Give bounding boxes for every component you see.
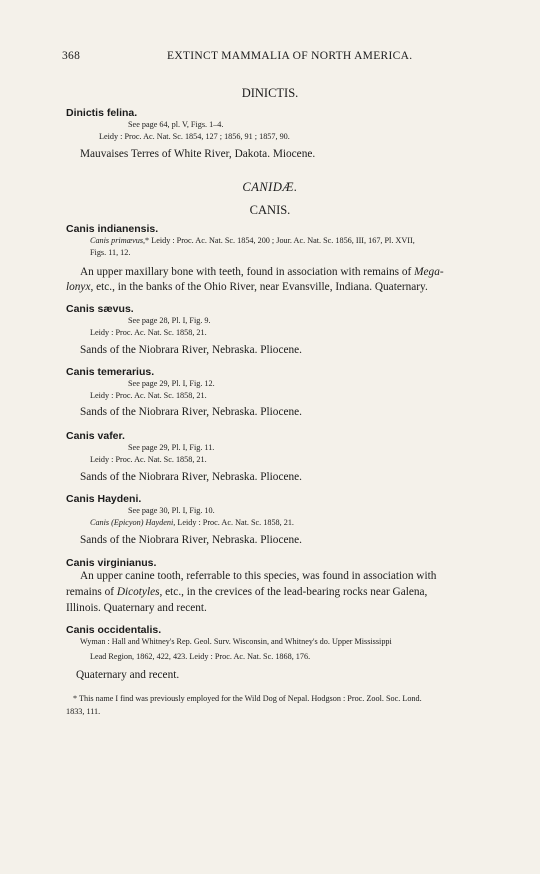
- description-virginianus-line2: remains of Dicotyles, etc., in the crevices of the lead-bearing rocks near Galena,: [66, 586, 428, 598]
- species-canis-saevus: Canis sævus.: [66, 303, 134, 315]
- description-indianensis-line2: lonyx, etc., in the banks of the Ohio River, near Evansville, Indiana. Quaternary.: [66, 281, 428, 293]
- genus-heading-dinictis: DINICTIS.: [241, 86, 299, 100]
- footnote-line2: 1833, 111.: [66, 707, 101, 716]
- ref-haydeni-2: Canis (Epicyon) Haydeni, Leidy : Proc. Ac. Nat. Sc. 1858, 21.: [90, 518, 294, 527]
- page-number: 368: [62, 50, 81, 62]
- ref-occidentalis-1: Wyman : Hall and Whitney's Rep. Geol. Surv. Wisconsin, and Whitney's do. Upper Mississippi: [80, 637, 392, 646]
- locality-felina: Mauvaises Terres of White River, Dakota. Miocene.: [80, 148, 316, 160]
- genus-heading-canis: CANIS.: [249, 203, 291, 217]
- species-dinictis-felina: Dinictis felina.: [66, 107, 138, 119]
- ref-occidentalis-2: Lead Region, 1862, 422, 423. Leidy : Proc. Ac. Nat. Sc. 1868, 176.: [90, 652, 311, 661]
- remark-occidentalis: Quaternary and recent.: [76, 669, 180, 681]
- locality-haydeni: Sands of the Niobrara River, Nebraska. Pliocene.: [80, 534, 302, 546]
- description-virginianus-line3: Illinois. Quaternary and recent.: [66, 602, 207, 614]
- locality-vafer: Sands of the Niobrara River, Nebraska. Pliocene.: [80, 471, 302, 483]
- species-canis-vafer: Canis vafer.: [66, 430, 125, 442]
- synonym-canis-primaevus: Canis primævus,: [90, 236, 146, 245]
- family-heading-canidae: CANIDÆ.: [242, 180, 298, 194]
- description-virginianus-line1: An upper canine tooth, referrable to this species, was found in association with: [80, 570, 437, 582]
- footnote-line1: * This name I find was previously employed for the Wild Dog of Nepal. Hodgson : Proc. Zool. Soc. Lond.: [73, 694, 422, 703]
- description-indianensis-line1: An upper maxillary bone with teeth, found in association with remains of Mega-: [80, 266, 444, 278]
- ref-felina-1: See page 64, pl. V, Figs. 1–4.: [128, 120, 224, 129]
- ref-indianensis-1: Canis primævus,* Leidy : Proc. Ac. Nat. Sc. 1854, 200 ; Jour. Ac. Nat. Sc. 1856, III, 167, Pl. XVII,: [90, 236, 415, 245]
- ref-vafer-1: See page 29, Pl. I, Fig. 11.: [128, 443, 215, 452]
- ref-felina-2: Leidy : Proc. Ac. Nat. Sc. 1854, 127 ; 1856, 91 ; 1857, 90.: [99, 132, 290, 141]
- ref-haydeni-1: See page 30, Pl. I, Fig. 10.: [128, 506, 215, 515]
- species-canis-occidentalis: Canis occidentalis.: [66, 624, 162, 636]
- synonym-canis-epicyon-haydeni: Canis (Epicyon) Haydeni,: [90, 518, 176, 527]
- ref-temerarius-2: Leidy : Proc. Ac. Nat. Sc. 1858, 21.: [90, 391, 207, 400]
- ref-temerarius-1: See page 29, Pl. I, Fig. 12.: [128, 379, 215, 388]
- species-canis-temerarius: Canis temerarius.: [66, 366, 155, 378]
- ref-indianensis-2: Figs. 11, 12.: [90, 248, 131, 257]
- species-canis-haydeni: Canis Haydeni.: [66, 493, 142, 505]
- ref-saevus-1: See page 28, Pl. I, Fig. 9.: [128, 316, 211, 325]
- locality-saevus: Sands of the Niobrara River, Nebraska. Pliocene.: [80, 344, 302, 356]
- species-canis-indianensis: Canis indianensis.: [66, 223, 159, 235]
- ref-saevus-2: Leidy : Proc. Ac. Nat. Sc. 1858, 21.: [90, 328, 207, 337]
- running-title: EXTINCT MAMMALIA OF NORTH AMERICA.: [167, 50, 413, 62]
- ref-vafer-2: Leidy : Proc. Ac. Nat. Sc. 1858, 21.: [90, 455, 207, 464]
- locality-temerarius: Sands of the Niobrara River, Nebraska. Pliocene.: [80, 406, 302, 418]
- species-canis-virginianus: Canis virginianus.: [66, 557, 157, 569]
